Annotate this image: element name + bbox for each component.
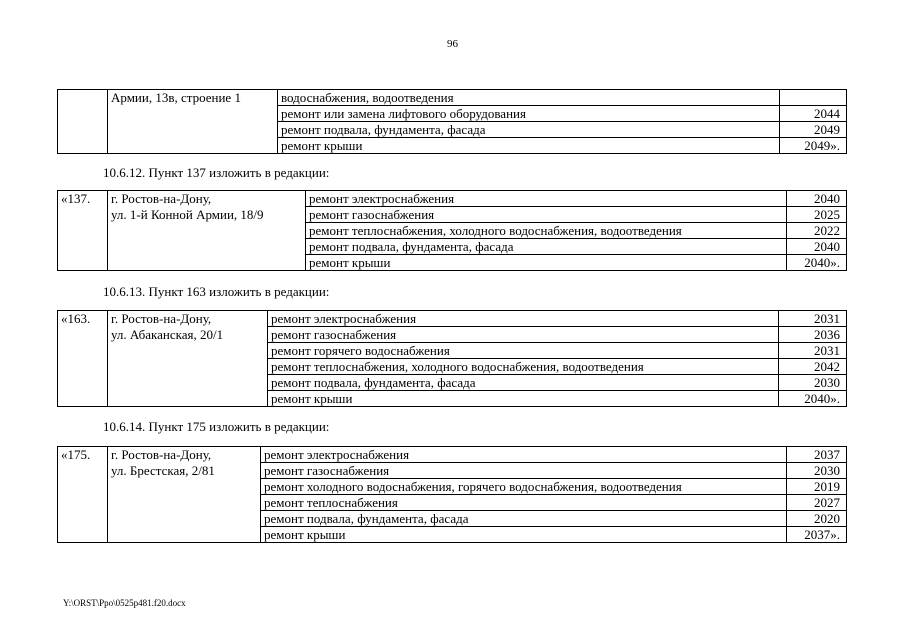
year-cell: 2042 [779,359,847,375]
work-cell: ремонт холодного водоснабжения, горячего водоснабжения, водоотведения [261,479,787,495]
paragraph-item-163: 10.6.13. Пункт 163 изложить в редакции: [103,284,330,299]
address-cell: Армии, 13в, строение 1 [108,90,278,154]
work-cell: водоснабжения, водоотведения [278,90,780,106]
year-cell: 2049». [780,138,847,154]
year-cell: 2020 [787,511,847,527]
address-line: г. Ростов-на-Дону, [111,311,212,326]
year-cell: 2025 [787,207,847,223]
year-cell: 2037 [787,447,847,463]
address-line: г. Ростов-на-Дону, [111,447,212,462]
work-cell: ремонт электроснабжения [268,311,779,327]
table-item-163 [57,310,847,407]
work-cell: ремонт теплоснабжения [261,495,787,511]
page-number: 96 [447,38,458,50]
paragraph-item-175: 10.6.14. Пункт 175 изложить в редакции: [103,419,330,434]
address-cell [108,311,268,407]
year-cell: 2037». [787,527,847,543]
year-cell: 2040 [787,239,847,255]
year-cell: 2044 [780,106,847,122]
year-cell: 2030 [779,375,847,391]
paragraph-item-137: 10.6.12. Пункт 137 изложить в редакции: [103,165,330,180]
year-cell: 2040». [779,391,847,407]
work-cell: ремонт электроснабжения [261,447,787,463]
year-cell: 2027 [787,495,847,511]
work-cell: ремонт крыши [268,391,779,407]
item-number: «163. [58,311,108,407]
year-cell: 2049 [780,122,847,138]
work-cell: ремонт газоснабжения [261,463,787,479]
address-cell [108,447,261,543]
table-item-137 [57,190,847,271]
work-cell: ремонт газоснабжения [268,327,779,343]
year-cell: 2031 [779,343,847,359]
address-cell [108,191,306,271]
work-cell: ремонт подвала, фундамента, фасада [268,375,779,391]
table-row [58,90,847,106]
table-continuation [57,89,847,154]
table-row [58,311,847,327]
year-cell: 2040 [787,191,847,207]
year-cell: 2040». [787,255,847,271]
item-number: «137. [58,191,108,271]
year-cell: 2019 [787,479,847,495]
work-cell: ремонт крыши [278,138,780,154]
table-row [58,191,847,207]
table-row [58,447,847,463]
work-cell: ремонт горячего водоснабжения [268,343,779,359]
address-line: г. Ростов-на-Дону, [111,191,212,206]
year-cell: 2030 [787,463,847,479]
work-cell: ремонт теплоснабжения, холодного водоснабжения, водоотведения [306,223,787,239]
work-cell: ремонт подвала, фундамента, фасада [306,239,787,255]
year-cell: 2022 [787,223,847,239]
footer-file-path: Y:\ORST\Ppo\0525p481.f20.docx [63,598,186,608]
work-cell: ремонт или замена лифтового оборудования [278,106,780,122]
address-line: ул. 1-й Конной Армии, 18/9 [111,207,264,222]
year-cell: 2031 [779,311,847,327]
year-cell [780,90,847,106]
item-number: «175. [58,447,108,543]
year-cell: 2036 [779,327,847,343]
address-line: ул. Абаканская, 20/1 [111,327,224,342]
work-cell: ремонт теплоснабжения, холодного водоснабжения, водоотведения [268,359,779,375]
work-cell: ремонт подвала, фундамента, фасада [278,122,780,138]
work-cell: ремонт газоснабжения [306,207,787,223]
number-cell [58,90,108,154]
address-line: ул. Брестская, 2/81 [111,463,215,478]
work-cell: ремонт крыши [306,255,787,271]
table-item-175 [57,446,847,543]
work-cell: ремонт крыши [261,527,787,543]
work-cell: ремонт подвала, фундамента, фасада [261,511,787,527]
work-cell: ремонт электроснабжения [306,191,787,207]
